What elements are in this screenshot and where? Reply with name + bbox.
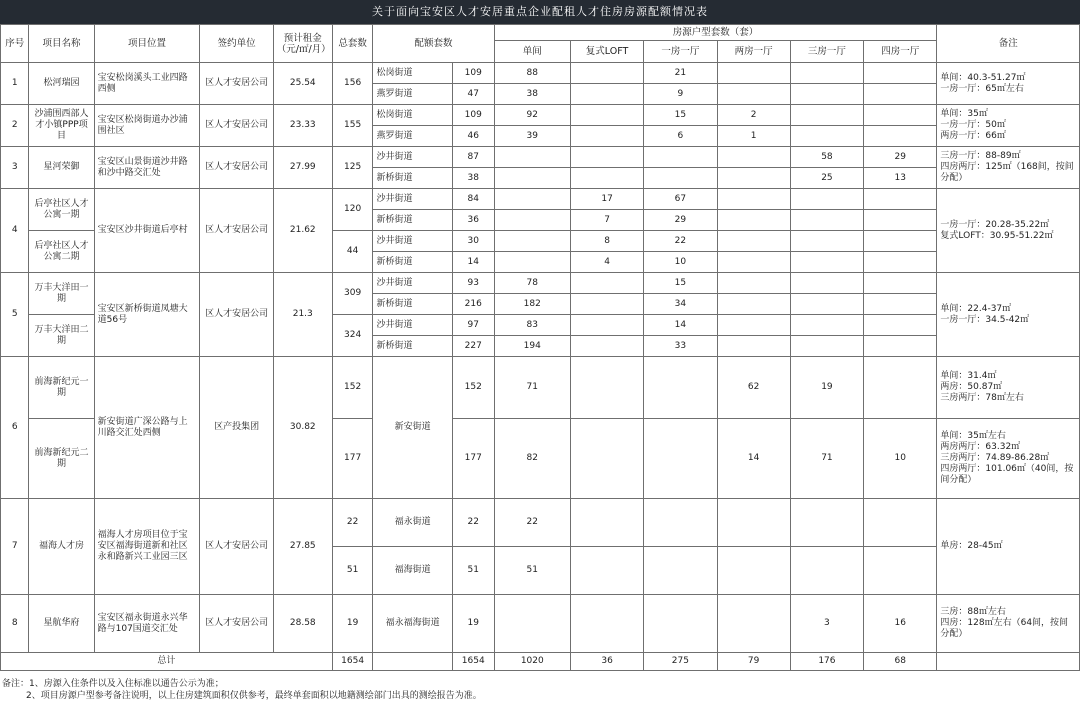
cell-remark (937, 595, 1080, 653)
cell-quota: 93 (452, 273, 494, 294)
cell-type: 58 (790, 147, 863, 168)
table-row (1, 357, 1080, 419)
cell-seq: 7 (1, 499, 29, 595)
header-types-group: 房源户型套数（套） (494, 25, 937, 41)
cell-seq: 2 (1, 105, 29, 147)
cell-area: 福海街道 (373, 547, 452, 595)
cell-type: 71 (494, 357, 570, 419)
cell-name: 后亭社区人才公寓二期 (29, 231, 94, 273)
cell-type (570, 315, 643, 336)
cell-name: 星河荣御 (29, 147, 94, 189)
cell-location: 宝安区松岗街道办沙浦围社区 (94, 105, 200, 147)
cell-seq: 1 (1, 63, 29, 105)
summary-type: 68 (864, 653, 937, 671)
cell-type (864, 210, 937, 231)
cell-quota: 36 (452, 210, 494, 231)
cell-type (790, 499, 863, 547)
cell-type (494, 231, 570, 252)
cell-type (717, 147, 790, 168)
cell-location: 宝安松岗溪头工业四路西侧 (94, 63, 200, 105)
remark-line: 四房：128㎡左右（64间，按间分配） (940, 618, 1069, 639)
cell-type (790, 294, 863, 315)
cell-location: 新安街道广深公路与上川路交汇处西侧 (94, 357, 200, 499)
header-type-loft: 复式LOFT (570, 41, 643, 63)
cell-unit: 区人才安居公司 (200, 499, 273, 595)
cell-type: 182 (494, 294, 570, 315)
cell-type (570, 357, 643, 419)
cell-type (644, 168, 717, 189)
remark-line: 三房两厅：78㎡左右 (940, 393, 1024, 403)
cell-area: 新桥街道 (373, 168, 452, 189)
cell-seq: 3 (1, 147, 29, 189)
cell-remark (937, 357, 1080, 419)
housing-quota-table (0, 24, 1080, 671)
cell-location: 宝安区新桥街道凤塘大道56号 (94, 273, 200, 357)
cell-type: 39 (494, 126, 570, 147)
cell-quota: 109 (452, 63, 494, 84)
remark-line: 单间：35㎡左右 (940, 431, 1006, 441)
table-row (1, 595, 1080, 653)
cell-name: 福海人才房 (29, 499, 94, 595)
cell-type (717, 63, 790, 84)
cell-quota: 46 (452, 126, 494, 147)
cell-type: 29 (644, 210, 717, 231)
cell-type: 10 (864, 419, 937, 499)
summary-remark-blank (937, 653, 1080, 671)
cell-area: 沙井街道 (373, 189, 452, 210)
cell-type (717, 547, 790, 595)
cell-type (644, 499, 717, 547)
cell-type: 71 (790, 419, 863, 499)
cell-name: 星航华府 (29, 595, 94, 653)
table-row (1, 273, 1080, 294)
cell-total: 51 (332, 547, 373, 595)
cell-total: 44 (332, 231, 373, 273)
cell-quota: 84 (452, 189, 494, 210)
cell-area: 新桥街道 (373, 252, 452, 273)
cell-unit: 区人才安居公司 (200, 105, 273, 147)
cell-type (790, 231, 863, 252)
summary-row (1, 653, 1080, 671)
cell-type: 4 (570, 252, 643, 273)
remark-line: 单间：31.4㎡ (940, 371, 997, 381)
cell-area: 沙井街道 (373, 147, 452, 168)
header-rent: 预计租金（元/㎡/月） (273, 25, 332, 63)
header-quota: 配额套数 (373, 25, 494, 63)
cell-type: 16 (864, 595, 937, 653)
cell-type (570, 499, 643, 547)
cell-unit: 区产投集团 (200, 357, 273, 499)
cell-type: 3 (790, 595, 863, 653)
cell-area: 新桥街道 (373, 336, 452, 357)
cell-area: 燕罗街道 (373, 126, 452, 147)
cell-type: 14 (644, 315, 717, 336)
cell-quota: 97 (452, 315, 494, 336)
table-row (1, 105, 1080, 126)
cell-name: 前海新纪元一期 (29, 357, 94, 419)
cell-type: 82 (494, 419, 570, 499)
header-seq: 序号 (1, 25, 29, 63)
cell-type (790, 273, 863, 294)
footnote-1: 备注：1、房源入住条件以及入住标准以通告公示为准； (2, 679, 224, 689)
cell-total: 19 (332, 595, 373, 653)
header-row-1 (1, 25, 1080, 41)
cell-type (790, 547, 863, 595)
cell-type: 194 (494, 336, 570, 357)
remark-line: 复式LOFT：30.95-51.22㎡ (940, 230, 1054, 241)
remark-line: 三房两厅：74.89-86.28㎡ (940, 453, 1050, 463)
cell-type: 22 (494, 499, 570, 547)
header-type-4b: 四房一厅 (864, 41, 937, 63)
cell-total: 155 (332, 105, 373, 147)
cell-type (570, 273, 643, 294)
cell-quota: 87 (452, 147, 494, 168)
cell-type: 9 (644, 84, 717, 105)
cell-type (570, 84, 643, 105)
cell-quota: 22 (452, 499, 494, 547)
cell-type (570, 336, 643, 357)
cell-name: 前海新纪元二期 (29, 419, 94, 499)
cell-total: 156 (332, 63, 373, 105)
cell-type (864, 84, 937, 105)
cell-rent: 27.85 (273, 499, 332, 595)
cell-type (864, 252, 937, 273)
cell-type (494, 147, 570, 168)
cell-type (790, 126, 863, 147)
remark-line: 两房：50.87㎡ (940, 382, 1003, 392)
remark-line: 单间：40.3-51.27㎡ (940, 72, 1026, 83)
cell-total: 177 (332, 419, 373, 499)
header-type-1b: 一房一厅 (644, 41, 717, 63)
cell-quota: 14 (452, 252, 494, 273)
cell-seq: 5 (1, 273, 29, 357)
cell-area: 福永街道 (373, 499, 452, 547)
cell-type (864, 126, 937, 147)
cell-type: 6 (644, 126, 717, 147)
cell-type (570, 419, 643, 499)
cell-type: 22 (644, 231, 717, 252)
cell-type (717, 84, 790, 105)
cell-type: 14 (717, 419, 790, 499)
cell-type (790, 210, 863, 231)
cell-type: 83 (494, 315, 570, 336)
cell-type (864, 63, 937, 84)
cell-type: 34 (644, 294, 717, 315)
header-remark: 备注 (937, 25, 1080, 63)
cell-rent: 21.3 (273, 273, 332, 357)
cell-unit: 区人才安居公司 (200, 273, 273, 357)
cell-area: 沙井街道 (373, 273, 452, 294)
cell-type: 19 (790, 357, 863, 419)
cell-type: 38 (494, 84, 570, 105)
cell-remark (937, 105, 1080, 147)
cell-type (864, 294, 937, 315)
cell-name: 后亭社区人才公寓一期 (29, 189, 94, 231)
cell-quota: 47 (452, 84, 494, 105)
remark-line: 四房两厅：101.06㎡（40间，按间分配） (940, 464, 1074, 485)
cell-type (717, 189, 790, 210)
cell-area: 新桥街道 (373, 210, 452, 231)
header-unit: 签约单位 (200, 25, 273, 63)
sheet-title: 关于面向宝安区人才安居重点企业配租人才住房房源配额情况表 (0, 0, 1080, 24)
cell-type (790, 315, 863, 336)
header-type-single: 单间 (494, 41, 570, 63)
cell-area: 燕罗街道 (373, 84, 452, 105)
cell-type (717, 595, 790, 653)
cell-type: 25 (790, 168, 863, 189)
cell-type (717, 336, 790, 357)
cell-area: 沙井街道 (373, 315, 452, 336)
summary-area-blank (373, 653, 452, 671)
cell-rent: 28.58 (273, 595, 332, 653)
cell-rent: 23.33 (273, 105, 332, 147)
cell-type: 10 (644, 252, 717, 273)
cell-quota: 177 (452, 419, 494, 499)
cell-type (717, 168, 790, 189)
cell-type: 15 (644, 273, 717, 294)
cell-name: 松河瑞园 (29, 63, 94, 105)
cell-quota: 227 (452, 336, 494, 357)
cell-type (644, 547, 717, 595)
cell-type: 21 (644, 63, 717, 84)
cell-type: 78 (494, 273, 570, 294)
cell-type (864, 499, 937, 547)
header-type-3b: 三房一厅 (790, 41, 863, 63)
remark-line: 两房一厅：66㎡ (940, 131, 1006, 141)
cell-type: 1 (717, 126, 790, 147)
header-type-2b: 两房一厅 (717, 41, 790, 63)
remark-line: 单间：35㎡ (940, 109, 988, 119)
cell-rent: 27.99 (273, 147, 332, 189)
cell-type (790, 336, 863, 357)
cell-remark (937, 273, 1080, 357)
cell-area: 松岗街道 (373, 105, 452, 126)
cell-quota: 51 (452, 547, 494, 595)
cell-type (864, 547, 937, 595)
footnote-2: 2、项目房源户型参考备注说明，以上住房建筑面积仅供参考，最终单套面积以地籍测绘部门出具的测绘报告为准。 (26, 691, 482, 701)
summary-type: 176 (790, 653, 863, 671)
cell-remark (937, 63, 1080, 105)
remark-line: 三房：88㎡左右 (940, 607, 1006, 617)
remark-line: 两房两厅：63.32㎡ (940, 442, 1021, 452)
cell-type (570, 168, 643, 189)
cell-name: 沙浦围西部人才小镇PPP项目 (29, 105, 94, 147)
remark-line: 一房一厅：50㎡ (940, 120, 1006, 130)
cell-type: 88 (494, 63, 570, 84)
cell-remark (937, 189, 1080, 273)
cell-type (790, 252, 863, 273)
cell-type (790, 63, 863, 84)
cell-type (717, 315, 790, 336)
cell-type (790, 189, 863, 210)
cell-location: 宝安区山景街道沙井路和沙中路交汇处 (94, 147, 200, 189)
cell-remark (937, 499, 1080, 595)
cell-total: 120 (332, 189, 373, 231)
cell-type: 13 (864, 168, 937, 189)
cell-total: 309 (332, 273, 373, 315)
cell-type (494, 210, 570, 231)
cell-type (494, 168, 570, 189)
cell-rent: 21.62 (273, 189, 332, 273)
cell-type (864, 231, 937, 252)
cell-seq: 8 (1, 595, 29, 653)
cell-type: 29 (864, 147, 937, 168)
summary-type: 275 (644, 653, 717, 671)
remark-line: 一房一厅：20.28-35.22㎡ (940, 219, 1050, 230)
cell-type (790, 84, 863, 105)
cell-type (644, 419, 717, 499)
table-row (1, 147, 1080, 168)
cell-area: 松岗街道 (373, 63, 452, 84)
header-location: 项目位置 (94, 25, 200, 63)
summary-quota: 1654 (452, 653, 494, 671)
cell-quota: 109 (452, 105, 494, 126)
cell-type (644, 357, 717, 419)
cell-type: 2 (717, 105, 790, 126)
cell-unit: 区人才安居公司 (200, 189, 273, 273)
remark-line: 一房一厅：34.5-42㎡ (940, 314, 1030, 325)
cell-type (864, 315, 937, 336)
summary-type: 36 (570, 653, 643, 671)
cell-quota: 216 (452, 294, 494, 315)
cell-type: 17 (570, 189, 643, 210)
cell-name: 万丰大洋田一期 (29, 273, 94, 315)
cell-quota: 19 (452, 595, 494, 653)
cell-type (717, 294, 790, 315)
cell-type (717, 231, 790, 252)
cell-type (494, 595, 570, 653)
cell-location: 福海人才房项目位于宝安区福海街道新和社区永和路新兴工业园三区 (94, 499, 200, 595)
header-name: 项目名称 (29, 25, 94, 63)
cell-type (644, 147, 717, 168)
cell-total: 324 (332, 315, 373, 357)
cell-quota: 30 (452, 231, 494, 252)
cell-type: 67 (644, 189, 717, 210)
cell-type (494, 252, 570, 273)
table-row (1, 63, 1080, 84)
cell-location: 宝安区沙井街道后亭村 (94, 189, 200, 273)
cell-unit: 区人才安居公司 (200, 63, 273, 105)
cell-type (570, 147, 643, 168)
cell-quota: 152 (452, 357, 494, 419)
remark-line: 四房两厅：125㎡（168间，按间分配） (940, 162, 1074, 183)
cell-total: 125 (332, 147, 373, 189)
cell-remark (937, 419, 1080, 499)
cell-type: 51 (494, 547, 570, 595)
remark-line: 单间：22.4-37㎡ (940, 303, 1012, 314)
cell-type: 33 (644, 336, 717, 357)
cell-total: 22 (332, 499, 373, 547)
cell-location: 宝安区福永街道永兴华路与107国道交汇处 (94, 595, 200, 653)
summary-label: 总计 (1, 653, 333, 671)
cell-remark (937, 147, 1080, 189)
cell-type (717, 273, 790, 294)
cell-unit: 区人才安居公司 (200, 147, 273, 189)
summary-type: 79 (717, 653, 790, 671)
cell-area: 沙井街道 (373, 231, 452, 252)
table-row (1, 189, 1080, 210)
cell-type (864, 105, 937, 126)
cell-type (644, 595, 717, 653)
cell-area: 福永福海街道 (373, 595, 452, 653)
cell-area: 新安街道 (373, 357, 452, 499)
cell-type: 15 (644, 105, 717, 126)
cell-type (864, 189, 937, 210)
cell-type (864, 273, 937, 294)
remark-line: 一房一厅：65㎡左右 (940, 83, 1024, 94)
table-row (1, 499, 1080, 547)
cell-unit: 区人才安居公司 (200, 595, 273, 653)
cell-name: 万丰大洋田二期 (29, 315, 94, 357)
cell-type (570, 63, 643, 84)
summary-total: 1654 (332, 653, 373, 671)
cell-type: 8 (570, 231, 643, 252)
remark-line: 三房一厅：88-89㎡ (940, 151, 1021, 161)
cell-type (570, 105, 643, 126)
cell-type (494, 189, 570, 210)
cell-type (570, 547, 643, 595)
cell-area: 新桥街道 (373, 294, 452, 315)
cell-type (570, 126, 643, 147)
cell-type (570, 595, 643, 653)
cell-type: 62 (717, 357, 790, 419)
cell-seq: 4 (1, 189, 29, 273)
cell-type: 7 (570, 210, 643, 231)
cell-rent: 30.82 (273, 357, 332, 499)
header-total: 总套数 (332, 25, 373, 63)
remark-line: 单房：28-45㎡ (940, 541, 1003, 551)
cell-type (717, 252, 790, 273)
cell-type (864, 357, 937, 419)
cell-type (570, 294, 643, 315)
summary-type: 1020 (494, 653, 570, 671)
cell-seq: 6 (1, 357, 29, 499)
cell-type (717, 210, 790, 231)
cell-total: 152 (332, 357, 373, 419)
cell-type (864, 336, 937, 357)
cell-type (790, 105, 863, 126)
cell-type (717, 499, 790, 547)
cell-type: 92 (494, 105, 570, 126)
cell-rent: 25.54 (273, 63, 332, 105)
cell-quota: 38 (452, 168, 494, 189)
